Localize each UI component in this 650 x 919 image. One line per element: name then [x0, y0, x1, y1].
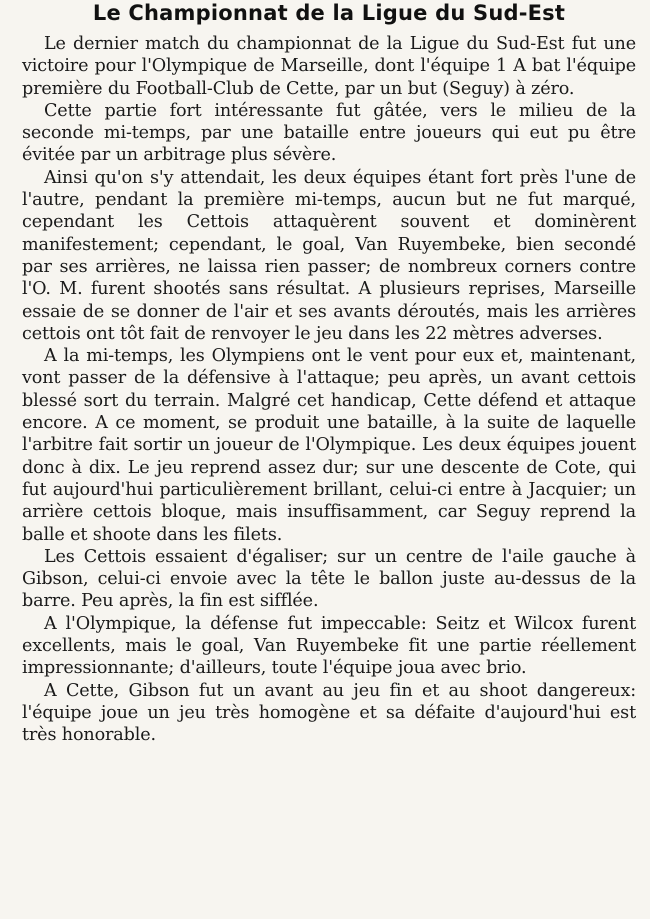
article-paragraph: Cette partie fort intéressante fut gâtée, vers le milieu de la seconde mi-temps, par une bataille entre joueurs qui eut pu être évitée par un arbitrage plus sévère. — [22, 100, 636, 166]
article-paragraph: Les Cettois essaient d'égaliser; sur un centre de l'aile gauche à Gibson, celui-ci envoie avec la tête le ballon juste au-dessus de la barre. Peu après, la fin est sifflée. — [22, 546, 636, 612]
article-paragraph: A Cette, Gibson fut un avant au jeu fin et au shoot dangereux: l'équipe joue un jeu très homogène et sa défaite d'aujourd'hui est très honorable. — [22, 680, 636, 746]
article-paragraph: A l'Olympique, la défense fut impeccable: Seitz et Wilcox furent excellents, mais le goal, Van Ruyembeke fit une partie réellement impressionnante; d'ailleurs, toute l'équipe joua avec brio. — [22, 613, 636, 679]
article-body — [22, 33, 636, 747]
article-paragraph: Le dernier match du championnat de la Ligue du Sud-Est fut une victoire pour l'Olympique de Marseille, dont l'équipe 1 A bat l'équipe première du Football-Club de Cette, par un but (Seguy) à zéro. — [22, 34, 636, 99]
article-paragraph: Ainsi qu'on s'y attendait, les deux équipes étant fort près l'une de l'autre, pendant la première mi-temps, aucun but ne fut marqué, cependant les Cettois attaquèrent souvent et dominèrent manifestement; cependant, le goal, Van Ruyembeke, bien secondé par ses arrières, ne laissa rien passer; de nombreux corners contre l'O. M. furent shootés sans résultat. A plusieurs reprises, Marseille essaie de se donner de l'air et ses avants déroutés, mais les arrières cettois ont tôt fait de renvoyer le jeu dans les 22 mètres adverses. — [22, 167, 636, 344]
article-paragraph: A la mi-temps, les Olympiens ont le vent pour eux et, maintenant, vont passer de la défensive à l'attaque; peu après, un avant cettois blessé sort du terrain. Malgré cet handicap, Cette défend et attaque encore. A ce moment, se produit une bataille, à la suite de laquelle l'arbitre fait sortir un joueur de l'Olympique. Les deux équipes jouent donc à dix. Le jeu reprend assez dur; sur une descente de Cote, qui fut aujourd'hui particulièrement brillant, celui-ci entre à Jacquier; un arrière cettois bloque, mais insuffisamment, car Seguy reprend la balle et shoote dans les filets. — [22, 346, 636, 545]
article-headline: Le Championnat de la Ligue du Sud-Est — [92, 1, 566, 25]
